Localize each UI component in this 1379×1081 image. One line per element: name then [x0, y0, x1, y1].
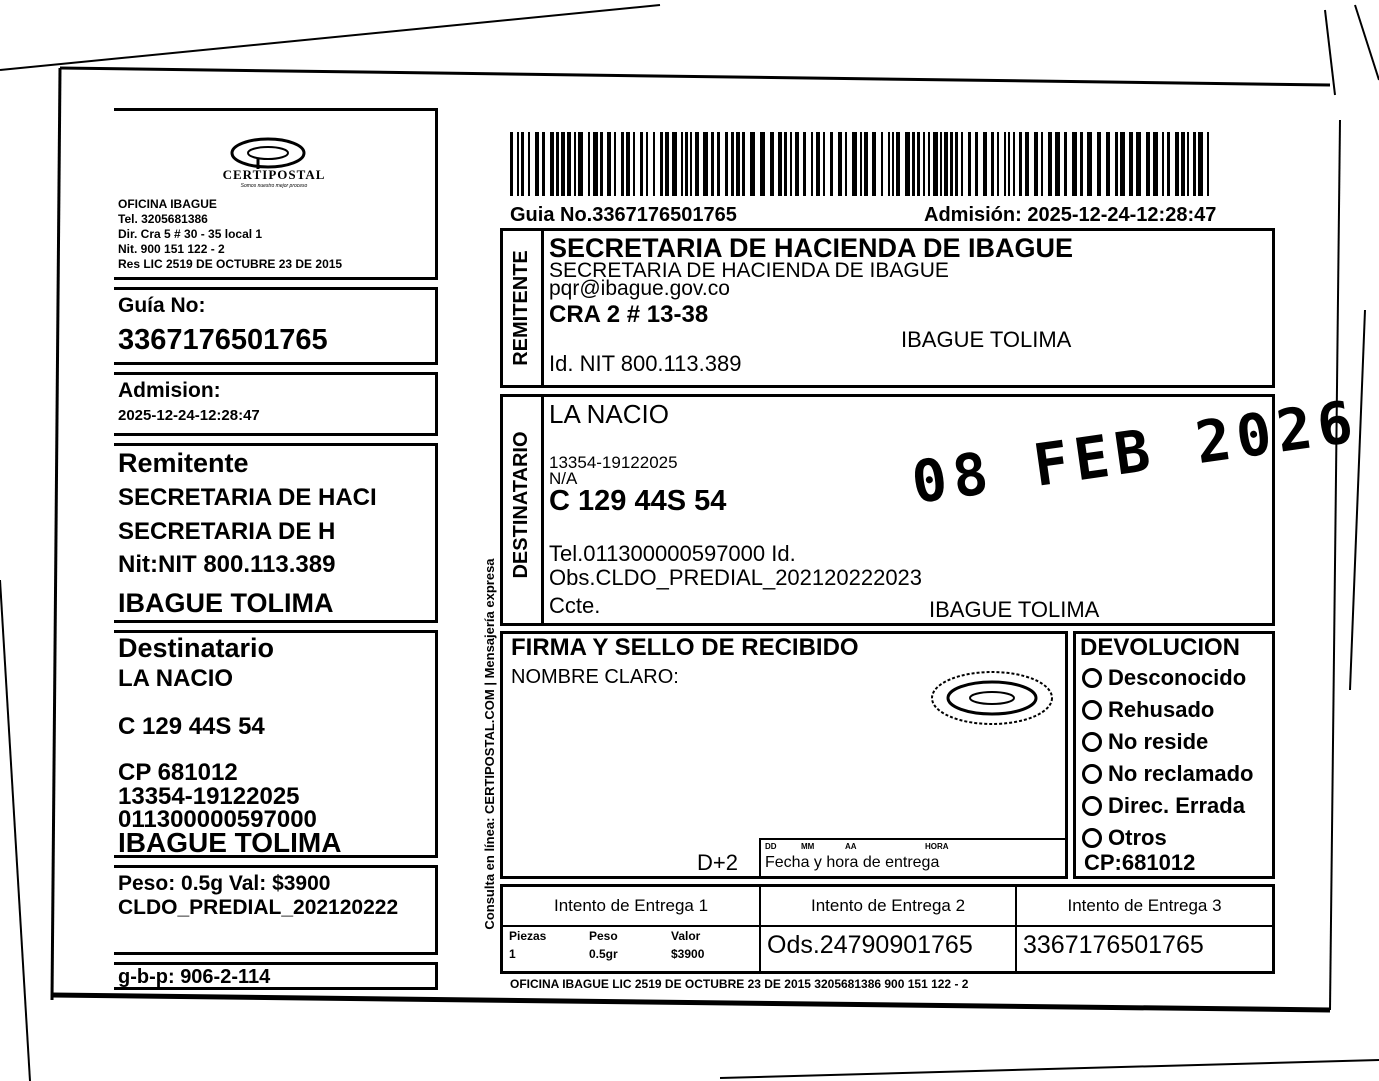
- barcode-bar: [816, 132, 820, 196]
- barcode-bar: [1041, 132, 1043, 196]
- destinatario-name: LA NACIO: [549, 399, 669, 429]
- barcode-bar: [556, 132, 559, 196]
- barcode-bar: [703, 132, 708, 196]
- barcode-bar: [542, 132, 545, 196]
- destinatario-obs: Obs.CLDO_PREDIAL_202120222023: [549, 565, 923, 590]
- radio-icon: [1082, 668, 1102, 688]
- option-rehusado[interactable]: [1082, 694, 1254, 726]
- office-res: Res LIC 2519 DE OCTUBRE 23 DE 2015: [118, 257, 343, 271]
- barcode-bar: [770, 132, 774, 196]
- admision-box: [114, 372, 438, 436]
- fecha-label: Fecha y hora de entrega: [765, 854, 940, 871]
- barcode-bar: [695, 132, 699, 196]
- barcode-bar: [1162, 132, 1164, 196]
- remitente-stub-label: Remitente: [118, 448, 249, 478]
- logo-tagline: Somos nuestro mejor proceso: [240, 183, 308, 189]
- radio-icon: [1082, 796, 1102, 816]
- barcode-bar: [912, 132, 915, 196]
- mm-label: MM: [801, 842, 815, 851]
- admision-value: 2025-12-24-12:28:47: [118, 407, 260, 424]
- office-box: [114, 108, 438, 280]
- barcode-bar: [860, 132, 862, 196]
- remitente-stub-nit: Nit:NIT 800.113.389: [118, 551, 336, 578]
- remitente-stub-city: IBAGUE TOLIMA: [118, 588, 334, 618]
- obs-text: CLDO_PREDIAL_202120222: [118, 896, 399, 919]
- piezas-value: 1: [509, 947, 516, 961]
- barcode-bar: [1115, 132, 1118, 196]
- barcode-bar: [725, 132, 728, 196]
- barcode-bar: [672, 132, 677, 196]
- barcode-bar: [888, 132, 890, 196]
- date-stamp: 08 FEB 2026: [907, 387, 1363, 517]
- option-label: No reside: [1108, 729, 1209, 754]
- barcode-bar: [607, 132, 611, 196]
- hora-label: HORA: [925, 842, 949, 851]
- firma-box: [500, 631, 1068, 879]
- barcode-bar: [685, 132, 688, 196]
- barcode-bar: [535, 132, 539, 196]
- intento-3-label: Intento de Entrega 3: [1067, 896, 1222, 915]
- option-label: Otros: [1108, 825, 1167, 850]
- devolucion-title: DEVOLUCION: [1080, 634, 1241, 661]
- barcode-bar: [864, 132, 868, 196]
- barcode-bar: [923, 132, 925, 196]
- barcode-bar: [778, 132, 782, 196]
- ods-value: Ods.24790901765: [767, 931, 973, 959]
- barcode-bar: [1055, 132, 1060, 196]
- barcode-bar: [588, 132, 590, 196]
- barcode-bar: [892, 132, 894, 196]
- valor-value: $3900: [671, 947, 705, 961]
- peso-label: Peso: [589, 929, 618, 943]
- intento-2-label: Intento de Entrega 2: [810, 896, 966, 915]
- fecha-entrega-box: [759, 838, 1065, 878]
- barcode-bar: [1048, 132, 1052, 196]
- barcode-bar: [1106, 132, 1110, 196]
- barcode-bar: [845, 132, 847, 196]
- remitente-id: Id. NIT 800.113.389: [549, 351, 742, 376]
- barcode-bar: [660, 132, 663, 196]
- footer-text: OFICINA IBAGUE LIC 2519 DE OCTUBRE 23 DE 2015 3205681386 900 151 122 - 2: [510, 977, 969, 991]
- admision-label: Admision:: [118, 379, 221, 402]
- header-admision: Admisión: 2025-12-24-12:28:47: [924, 204, 1217, 226]
- option-label: No reclamado: [1108, 761, 1254, 786]
- barcode-bar: [567, 132, 571, 196]
- office-nit: Nit. 900 151 122 - 2: [118, 242, 225, 256]
- barcode-bar: [1136, 132, 1141, 196]
- header-guia: Guia No.3367176501765: [510, 204, 737, 226]
- intento-1: [503, 887, 761, 927]
- barcode-bar: [1175, 132, 1179, 196]
- destinatario-na: N/A: [549, 469, 578, 488]
- devolucion-box: [1073, 631, 1275, 879]
- remitente-stub-line1: SECRETARIA DE HACI: [118, 484, 377, 511]
- option-direc-errada[interactable]: [1082, 790, 1254, 822]
- dd-label: DD: [765, 842, 777, 851]
- barcode-bar: [711, 132, 714, 196]
- barcode-bar: [991, 132, 994, 196]
- barcode-bar: [626, 132, 630, 196]
- destinatario-stub-cp: CP 681012: [118, 759, 238, 786]
- barcode-bar: [1025, 132, 1029, 196]
- destinatario-stub-address: C 129 44S 54: [118, 713, 265, 740]
- destinatario-side-label: DESTINATARIO: [510, 431, 532, 579]
- barcode-bar: [795, 132, 799, 196]
- remitente-name: SECRETARIA DE HACIENDA DE IBAGUE: [549, 233, 1074, 263]
- option-no-reside[interactable]: [1082, 726, 1254, 758]
- barcode-bar: [528, 132, 530, 196]
- destinatario-stub-city: IBAGUE TOLIMA: [118, 827, 342, 858]
- barcode-bar: [614, 132, 616, 196]
- peso-value: 0.5gr: [589, 947, 618, 961]
- vertical-caption: Consulta en línea: CERTIPOSTAL.COM | Mensajería expresa: [482, 558, 497, 930]
- barcode-bar: [968, 132, 971, 196]
- option-label: Direc. Errada: [1108, 793, 1245, 818]
- barcode-bar: [521, 132, 524, 196]
- remitente-name2: SECRETARIA DE HACIENDA DE IBAGUE: [549, 259, 949, 282]
- barcode-bar: [1013, 132, 1015, 196]
- barcode-bar: [1034, 132, 1038, 196]
- aa-label: AA: [845, 842, 857, 851]
- barcode-bar: [600, 132, 603, 196]
- radio-icon: [1082, 764, 1102, 784]
- intento-3: [1017, 887, 1272, 927]
- barcode-bar: [517, 132, 519, 196]
- barcode-bar: [633, 132, 635, 196]
- destinatario-ccte: Ccte.: [549, 593, 601, 618]
- barcode-bar: [811, 132, 813, 196]
- firma-title: FIRMA Y SELLO DE RECIBIDO: [511, 634, 859, 661]
- peso-box: [114, 865, 438, 955]
- receipt-stamp: [927, 668, 1057, 728]
- barcode-bar: [1064, 132, 1067, 196]
- barcode-bar: [593, 132, 598, 196]
- devolucion-options: [1082, 662, 1254, 854]
- barcode-bar: [665, 132, 669, 196]
- destinatario-ref: 13354-19122025: [549, 453, 678, 472]
- barcode-bar: [1167, 132, 1170, 196]
- devolucion-cp: CP:681012: [1084, 850, 1196, 875]
- barcode-bar: [717, 132, 720, 196]
- barcode-bar: [975, 132, 978, 196]
- barcode-bar: [621, 132, 624, 196]
- barcode-bar: [1097, 132, 1101, 196]
- barcode-bar: [940, 132, 942, 196]
- barcode-bar: [731, 132, 734, 196]
- barcode-bar: [852, 132, 857, 196]
- barcode-bar: [944, 132, 948, 196]
- intento-2: [761, 887, 1017, 927]
- office-tel: Tel. 3205681386: [118, 212, 208, 226]
- destinatario-tel: Tel.011300000597000 Id.: [549, 541, 796, 566]
- peso-text: Peso: 0.5g Val: $3900: [118, 872, 331, 895]
- radio-icon: [1082, 828, 1102, 848]
- barcode-bar: [1181, 132, 1185, 196]
- barcode-bar: [1120, 132, 1125, 196]
- gbp-box: [114, 962, 438, 990]
- barcode-bar: [830, 132, 833, 196]
- barcode: [510, 132, 1210, 196]
- barcode-bar: [983, 132, 987, 196]
- barcode-bar: [1187, 132, 1189, 196]
- barcode-bar: [1008, 132, 1010, 196]
- barcode-bar: [742, 132, 745, 196]
- barcode-bar: [1087, 132, 1092, 196]
- remitente-address: CRA 2 # 13-38: [549, 301, 709, 328]
- remitente-city: IBAGUE TOLIMA: [901, 327, 1072, 352]
- remitente-stub-line2: SECRETARIA DE H: [118, 518, 336, 545]
- barcode-bar: [653, 132, 655, 196]
- barcode-bar: [928, 132, 930, 196]
- logo-text: CERTIPOSTAL: [222, 167, 326, 182]
- option-label: Rehusado: [1108, 697, 1215, 722]
- firma-nombre: NOMBRE CLARO:: [511, 666, 679, 688]
- destinatario-stub-ref: 13354-19122025: [118, 783, 300, 810]
- barcode-bar: [955, 132, 958, 196]
- barcode-bar: [997, 132, 999, 196]
- barcode-bar: [690, 132, 692, 196]
- remitente-box: [500, 228, 1275, 388]
- barcode-bar: [561, 132, 565, 196]
- radio-icon: [1082, 700, 1102, 720]
- barcode-bar: [881, 132, 883, 196]
- remitente-stub: [114, 443, 438, 623]
- option-desconocido[interactable]: [1082, 662, 1254, 694]
- barcode-bar: [933, 132, 938, 196]
- barcode-bar: [760, 132, 765, 196]
- barcode-bar: [1146, 132, 1150, 196]
- barcode-bar: [784, 132, 787, 196]
- barcode-bar: [790, 132, 792, 196]
- barcode-bar: [578, 132, 583, 196]
- barcode-bar: [640, 132, 643, 196]
- destinatario-stub-name: LA NACIO: [118, 665, 234, 692]
- destinatario-stub-label: Destinatario: [118, 633, 275, 663]
- piezas-cell: [503, 927, 761, 971]
- barcode-bar: [961, 132, 963, 196]
- guia-label: Guía No:: [118, 294, 206, 317]
- barcode-bar: [510, 132, 513, 196]
- guia-box: [114, 287, 438, 365]
- piezas-label: Piezas: [509, 929, 547, 943]
- radio-icon: [1082, 732, 1102, 752]
- barcode-bar: [1129, 132, 1133, 196]
- option-label: Desconocido: [1108, 665, 1247, 690]
- barcode-bar: [1004, 132, 1006, 196]
- barcode-bar: [574, 132, 576, 196]
- barcode-bar: [750, 132, 755, 196]
- option-no-reclamado[interactable]: [1082, 758, 1254, 790]
- destinatario-box: [500, 387, 1363, 626]
- barcode-bar: [1207, 132, 1209, 196]
- barcode-bar: [1019, 132, 1022, 196]
- intentos-box: [500, 884, 1275, 974]
- barcode-bar: [1198, 132, 1203, 196]
- barcode-bar: [1072, 132, 1077, 196]
- guia-cell-value: 3367176501765: [1023, 931, 1204, 959]
- barcode-bar: [917, 132, 920, 196]
- barcode-bar: [646, 132, 648, 196]
- intento-1-label: Intento de Entrega 1: [553, 896, 709, 915]
- office-name: OFICINA IBAGUE: [118, 197, 217, 211]
- destinatario-stub-phone: 011300000597000: [118, 806, 317, 833]
- barcode-bar: [838, 132, 842, 196]
- barcode-bar: [872, 132, 876, 196]
- remitente-email: pqr@ibague.gov.co: [549, 277, 730, 300]
- d2-label: D+2: [697, 850, 738, 875]
- barcode-bar: [736, 132, 740, 196]
- barcode-bar: [550, 132, 554, 196]
- guia-number: 3367176501765: [118, 324, 328, 356]
- destinatario-stub: [114, 630, 438, 858]
- barcode-bar: [1193, 132, 1196, 196]
- barcode-bar: [803, 132, 806, 196]
- barcode-bar: [950, 132, 953, 196]
- barcode-bar: [823, 132, 825, 196]
- barcode-bar: [1080, 132, 1083, 196]
- destinatario-address: C 129 44S 54: [549, 485, 727, 517]
- barcode-bar: [905, 132, 910, 196]
- guia-cell: [1017, 927, 1272, 971]
- remitente-side-label: REMITENTE: [510, 250, 532, 366]
- barcode-bar: [896, 132, 900, 196]
- gbp-text: g-b-p: 906-2-114: [118, 966, 271, 988]
- office-dir: Dir. Cra 5 # 30 - 35 local 1: [118, 227, 263, 241]
- destinatario-city: IBAGUE TOLIMA: [929, 597, 1100, 622]
- valor-label: Valor: [671, 929, 701, 943]
- barcode-bar: [681, 132, 683, 196]
- barcode-bar: [1153, 132, 1158, 196]
- ods-cell: [761, 927, 1017, 971]
